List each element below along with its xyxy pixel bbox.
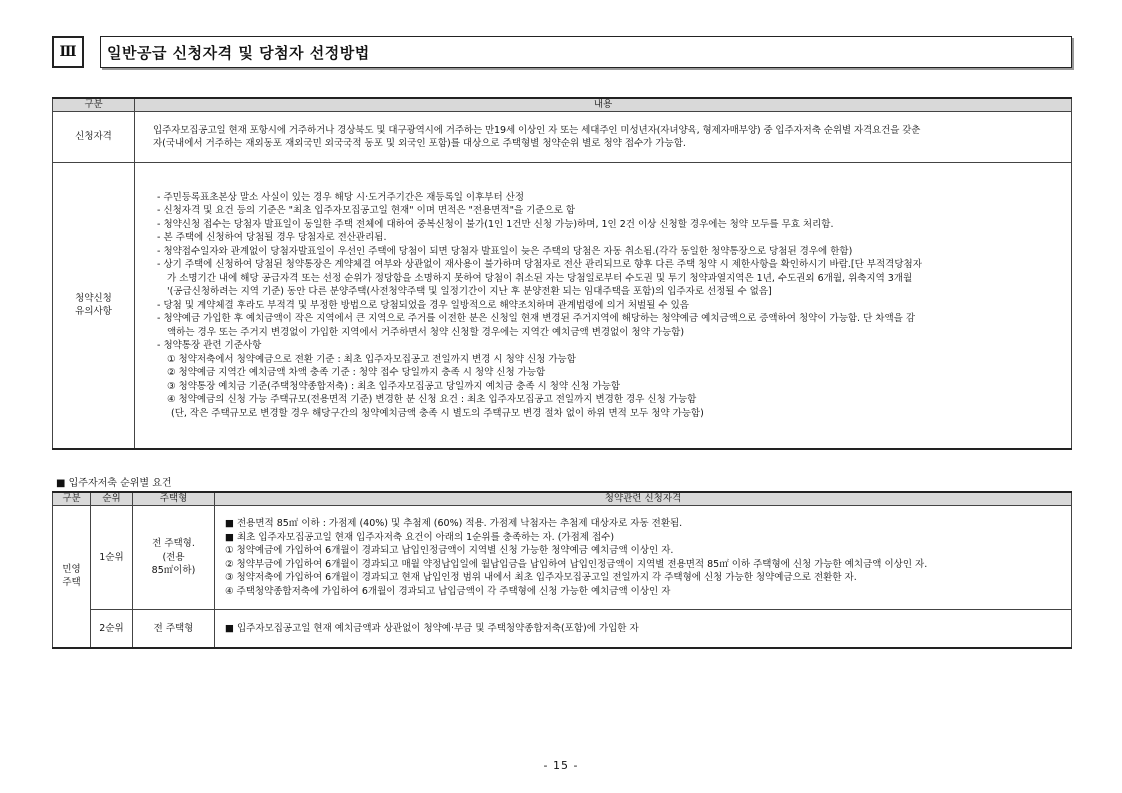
col-header-type: 주택형 <box>133 492 215 506</box>
eligibility-table <box>52 97 1072 450</box>
requirement-line: ② 청약부금에 가입하여 6개월이 경과되고 매월 약정납입일에 월납입금을 납입하여 납입인정금액이 지역별 전용면적 85㎡ 이하 주택형에 신청 가능한 예치금액 이상인 자. <box>225 558 928 570</box>
category-line2: 주택 <box>62 577 81 589</box>
rank-1: 1순위 <box>91 506 133 610</box>
rank-1-requirements <box>215 506 1072 610</box>
category-private-housing <box>53 506 91 648</box>
requirement-line: ■ 전용면적 85㎡ 이하 : 가점제 (40%) 및 추첨제 (60%) 적용. 가점제 낙첨자는 추첨제 대상자로 자동 전환됨. <box>225 518 683 529</box>
text-line: 입주자모집공고일 현재 포항시에 거주하거나 경상북도 및 대구광역시에 거주하는 만19세 이상인 자 또는 세대주인 미성년자(자녀양육, 형제자매부양) 중 입주자저축 순위별 자격요건을 갖춘 <box>153 124 921 136</box>
row-label-notes <box>53 163 135 449</box>
note-subitem: ④ 청약예금의 신청 가능 주택규모(전용면적 기준) 변경한 분 신청 요건 : 최초 입주자모집공고 전일까지 변경한 경우 신청 가능함 <box>167 394 697 405</box>
note-item: - 청약통장 관련 기준사항 <box>157 340 262 351</box>
housing-type-1 <box>133 506 215 610</box>
note-item: - 당첨 및 계약체결 후라도 부적격 및 부정한 방법으로 당첨되었을 경우 일방적으로 해약조치하며 관계법령에 의거 처벌될 수 있음 <box>157 299 689 311</box>
row-label-notes-line1: 청약신청 <box>75 292 112 304</box>
notes-content <box>135 163 1072 449</box>
section-number: Ⅲ <box>52 36 84 68</box>
col-header-rank: 순위 <box>91 492 133 506</box>
row-label-notes-line2: 유의사항 <box>75 306 112 318</box>
text-line: 자(국내에서 거주하는 재외동포 재외국민 외국국적 동포 및 외국인 포함)를 대상으로 주택형별 청약순위 별로 청약 접수가 가능함. <box>153 138 686 149</box>
eligibility-content <box>135 112 1072 163</box>
col-header-requirements: 청약관련 신청자격 <box>215 492 1072 506</box>
requirement-line: ① 청약예금에 가입하여 6개월이 경과되고 납입인정금액이 지역별 신청 가능한 청약예금 예치금액 이상인 자. <box>225 545 674 556</box>
rank-2: 2순위 <box>91 610 133 648</box>
note-subitem-cont: (단, 작은 주택규모로 변경할 경우 해당구간의 청약예치금액 충족 시 별도의 주택규모 변경 절차 없이 하위 면적 모두 청약 가능함) <box>171 407 704 419</box>
note-item: - 상기 주택에 신청하여 당첨된 청약통장은 계약체결 여부와 상관없이 재사용이 불가하며 당첨자로 전산 관리되므로 향후 다른 주택 청약 시 제한사항을 확인하시기 바람.[단 부적격당첨자 <box>157 259 922 270</box>
requirement-line: ④ 주택청약종합저축에 가입하여 6개월이 경과되고 납입금액이 각 주택형에 신청 가능한 예치금액 이상인 자 <box>225 585 671 597</box>
note-item: - 청약예금 가입한 후 예치금액이 작은 지역에서 큰 지역으로 주거를 이전한 분은 신청일 현재 변경된 주거지역에 해당하는 청약예금 예치금액으로 증액하여 청약이 가능함. 단 차액을 감 <box>157 313 916 324</box>
note-item: - 신청자격 및 요건 등의 기준은 "최초 입주자모집공고일 현재" 이며 면적은 "전용면적"을 기준으로 함 <box>157 205 576 216</box>
note-item: - 주민등록표초본상 말소 사실이 있는 경우 해당 시·도거주기간은 재등록일 이후부터 산정 <box>157 191 525 203</box>
col-header-category: 구분 <box>53 492 91 506</box>
housing-type-2: 전 주택형 <box>133 610 215 648</box>
housing-type-line: (전용 <box>162 551 185 563</box>
rank-2-requirements: ■ 입주자모집공고일 현재 예치금액과 상관없이 청약예·부금 및 주택청약종합저축(포함)에 가입한 자 <box>215 610 1072 648</box>
section-header <box>52 36 1072 68</box>
requirement-line: ■ 최초 입주자모집공고일 현재 입주자저축 요건이 아래의 1순위를 충족하는 자. (가점제 접수) <box>225 531 615 543</box>
note-item-cont: '(공급신청하려는 지역 기준) 동안 다른 분양주택(사전청약주택 및 일정기간이 지난 후 분양전환 되는 임대주택을 포함)의 입주자로 선정될 수 없음] <box>167 286 772 297</box>
note-item: - 본 주택에 신청하여 당첨될 경우 당첨자로 전산관리됨. <box>157 232 387 243</box>
row-label-eligibility: 신청자격 <box>53 112 135 163</box>
rank-requirements-table <box>52 491 1072 649</box>
requirement-line: ③ 청약저축에 가입하여 6개월이 경과되고 현재 납입인정 범위 내에서 최초 입주자모집공고일 전일까지 각 주택형에 신청 가능한 청약예금으로 전환한 자. <box>225 572 857 583</box>
col-header-category: 구분 <box>53 98 135 112</box>
note-subitem: ② 청약예금 지역간 예치금액 차액 충족 기준 : 청약 접수 당일까지 충족 시 청약 신청 가능함 <box>167 367 546 378</box>
note-subitem: ③ 청약통장 예치금 기준(주택청약종합저축) : 최초 입주자모집공고 당일까지 예치금 충족 시 청약 신청 가능함 <box>167 380 620 392</box>
note-item-cont: 액하는 경우 또는 주거지 변경없이 가입한 지역에서 거주하면서 청약 신청할 경우에는 지역간 예치금액 변경없이 청약 가능함) <box>167 326 685 338</box>
col-header-content: 내용 <box>135 98 1072 112</box>
note-subitem: ① 청약저축에서 청약예금으로 전환 기준 : 최초 입주자모집공고 전일까지 변경 시 청약 신청 가능함 <box>167 353 576 365</box>
housing-type-line: 85㎡이하) <box>151 565 196 577</box>
subsection-title: ■ 입주자저축 순위별 요건 <box>56 478 172 489</box>
housing-type-line: 전 주택형. <box>152 538 195 550</box>
category-line1: 민영 <box>62 563 81 575</box>
note-item: - 청약신청 접수는 당첨자 발표일이 동일한 주택 전체에 대하여 중복신청이 불가(1인 1건만 신청 가능)하며, 1인 2건 이상 신청할 경우에는 청약 모두를 무효 처리함. <box>157 218 834 230</box>
note-item-cont: 가 소명기간 내에 해당 공급자격 또는 선정 순위가 정당함을 소명하지 못하여 당첨이 취소된 자는 당첨일로부터 수도권 및 투기 청약과열지역은 1년, 수도권외 6개월, 위축지역 3개월 <box>167 272 913 284</box>
page-number: - 15 - <box>543 759 579 772</box>
section-title: 일반공급 신청자격 및 당첨자 선정방법 <box>100 36 1072 68</box>
note-item: - 청약접수일자와 관계없이 당첨자발표일이 우선인 주택에 당첨이 되면 당첨자 발표일이 늦은 주택의 당첨은 자동 취소됨.(각각 동일한 청약통장으로 당첨된 경우에 한함) <box>157 245 853 257</box>
